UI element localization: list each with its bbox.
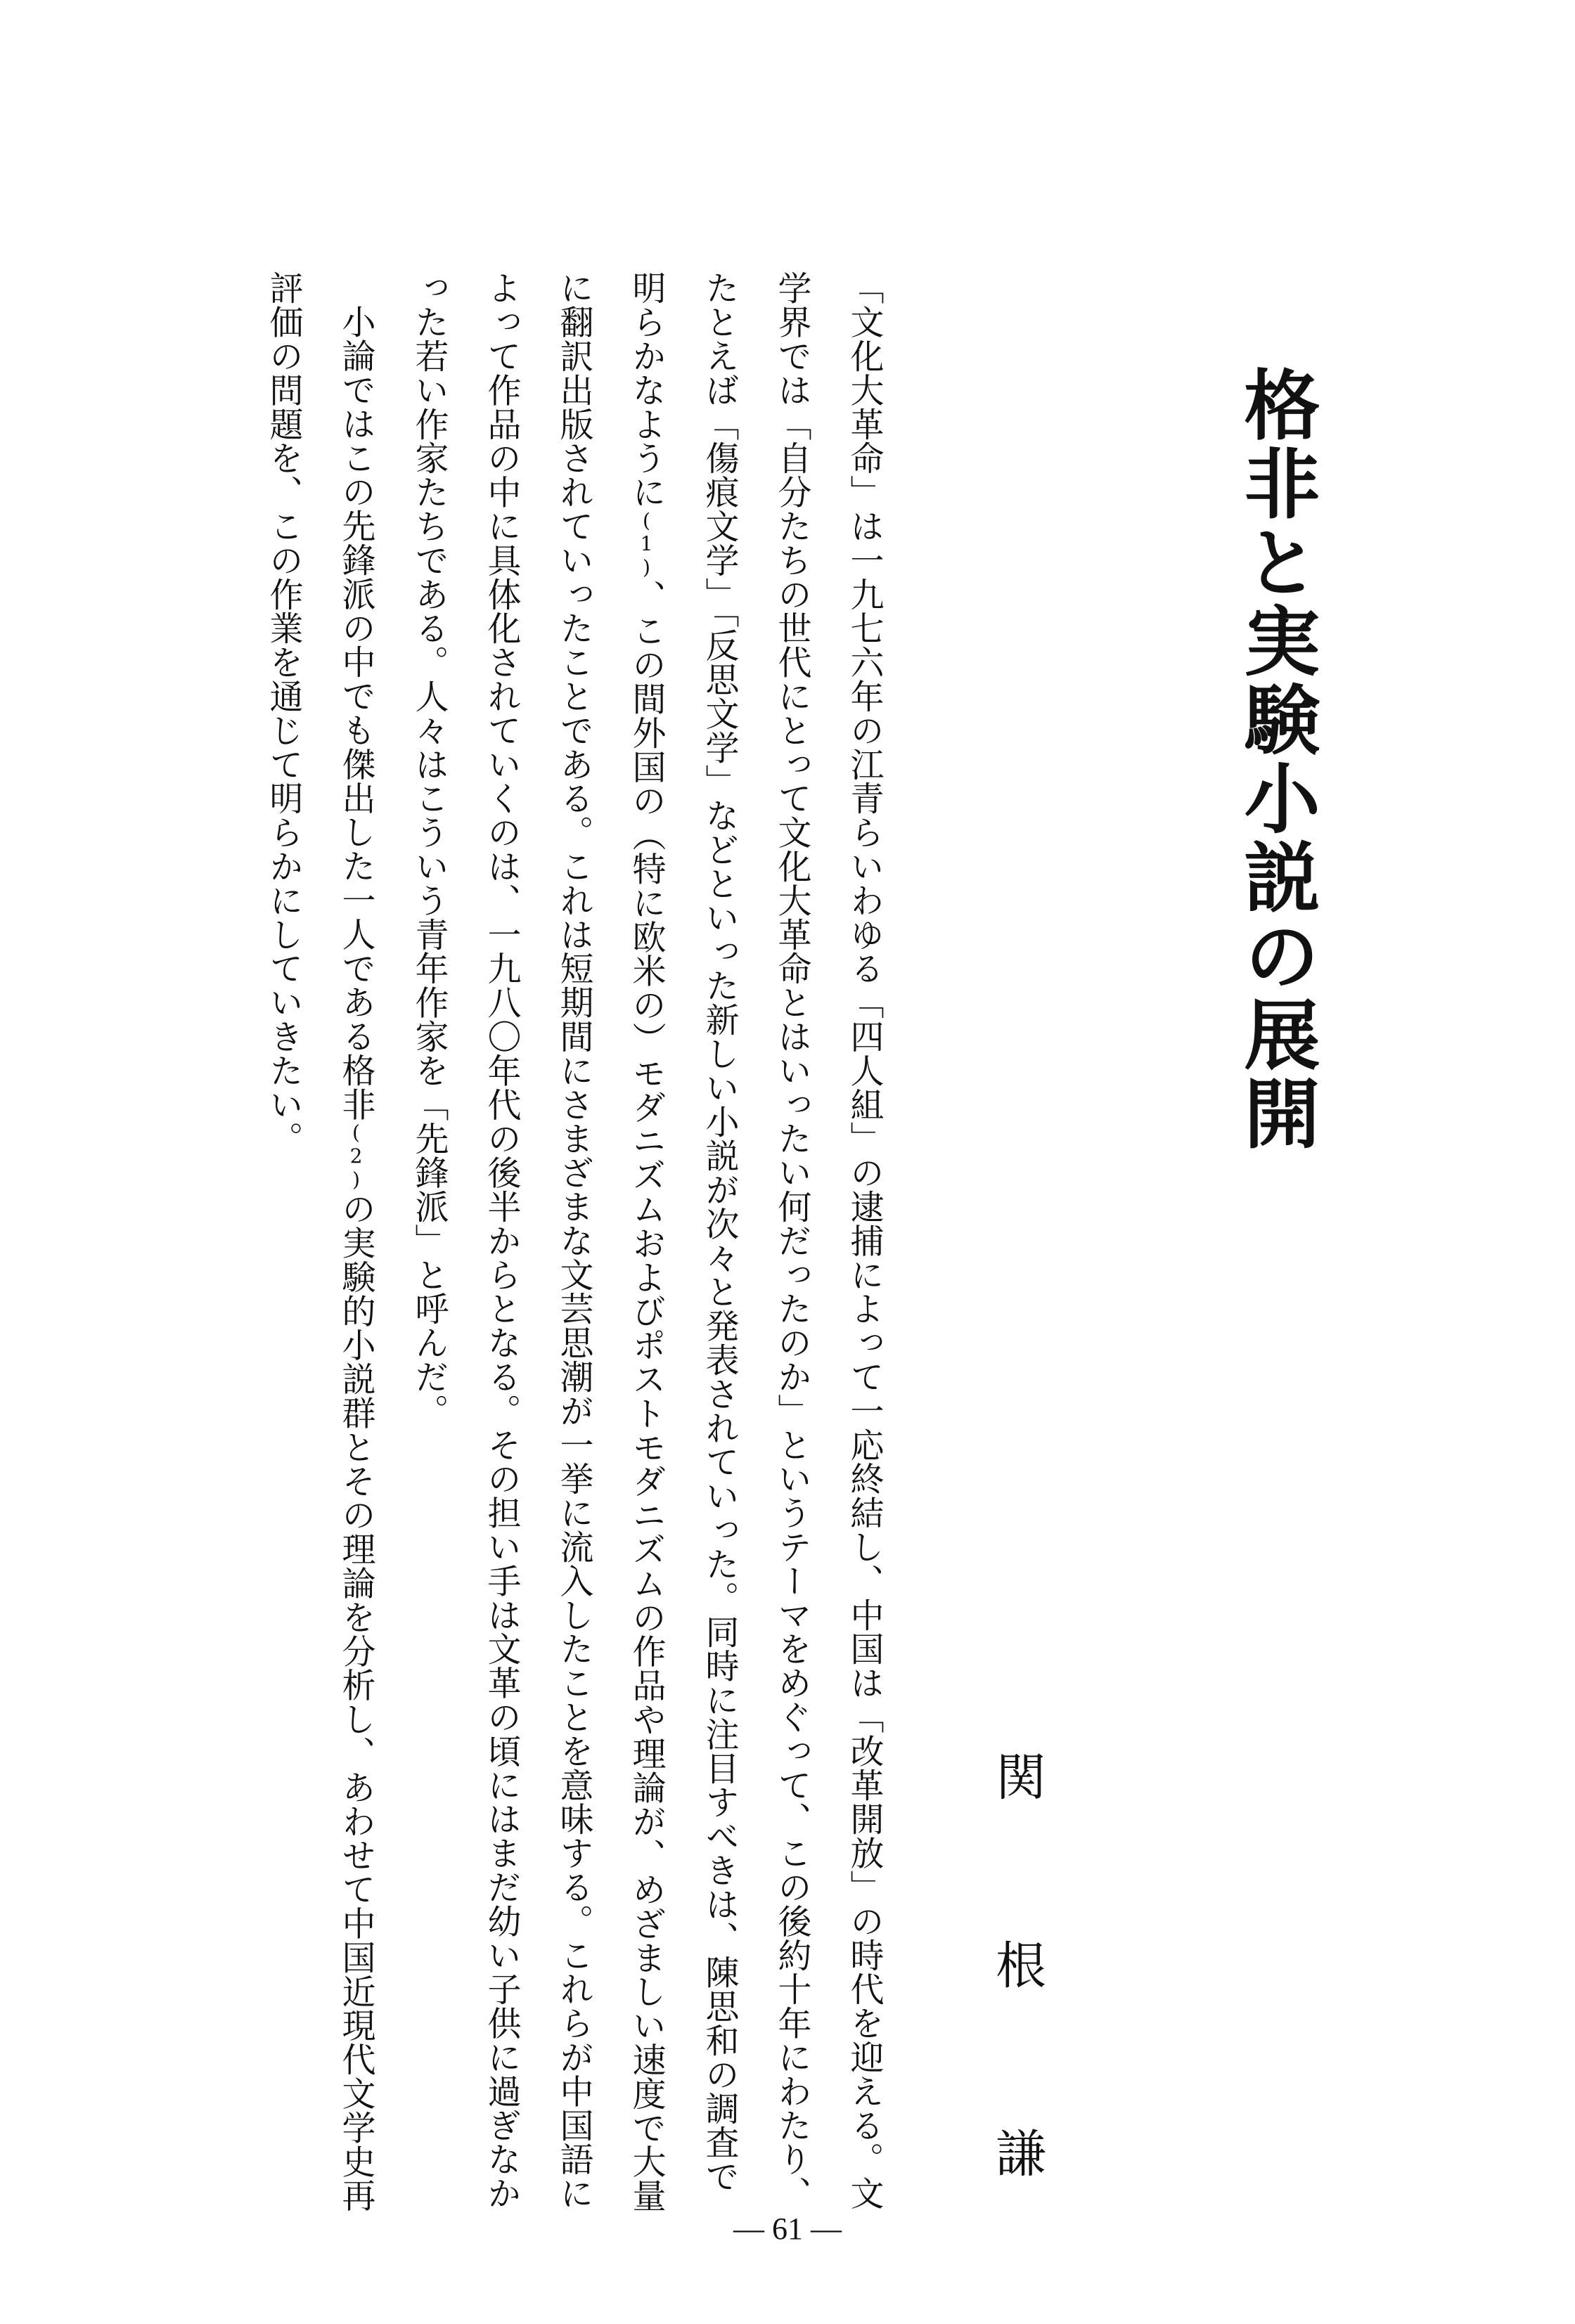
paragraph-text: 、この間外国の（特に欧米の）モダニズムおよびポストモダニズムの作品や理論が、めざましい速度で大量に翻訳出版されていったことである。これは短期間にさまざまな文芸思潮が一挙に流入したことを意味する。これらが中国語によって作品の中に具体化されていくのは、一九八〇年代の後半からとなる。その担い手は文革の頃にはまだ幼い子供に過ぎなかった若い作家たちである。人々はこういう青年作家を「先鋒派」と呼んだ。	[409, 271, 666, 2213]
footnote-marker: (2)	[345, 1121, 368, 1192]
body-paragraph	[247, 271, 392, 2225]
page-number: — 61 —	[733, 2212, 842, 2246]
article-title: 格非と実験小説の展開	[1231, 366, 1320, 1153]
author-name: 関 根 謙	[987, 1750, 1046, 2221]
article-body	[105, 271, 900, 2225]
paragraph-text: 「文化大革命」は一九七六年の江青らいわゆる「四人組」の逮捕によって一応終結し、中国は「改革開放」の時代を迎える。文学界では「自分たちの世代にとって文化大革命とはいったい何だったのか」というテーマをめぐって、この後約十年にわたり、たとえば「傷痕文学」「反思文学」などといった新しい小説が次々と発表されていった。同時に注目すべきは、陳思和の調査で明らかなように	[626, 271, 884, 2210]
footnote-marker: (1)	[635, 508, 658, 580]
body-paragraph	[392, 271, 900, 2225]
paragraph-text: 小論ではこの先鋒派の中でも傑出した一人である格非	[336, 304, 375, 1121]
paragraph-text: の実験的小説群とその理論を分析し、あわせて中国近現代文学史再評価の問題を、この作業を通じて明らかにしていきたい。	[264, 271, 375, 2212]
